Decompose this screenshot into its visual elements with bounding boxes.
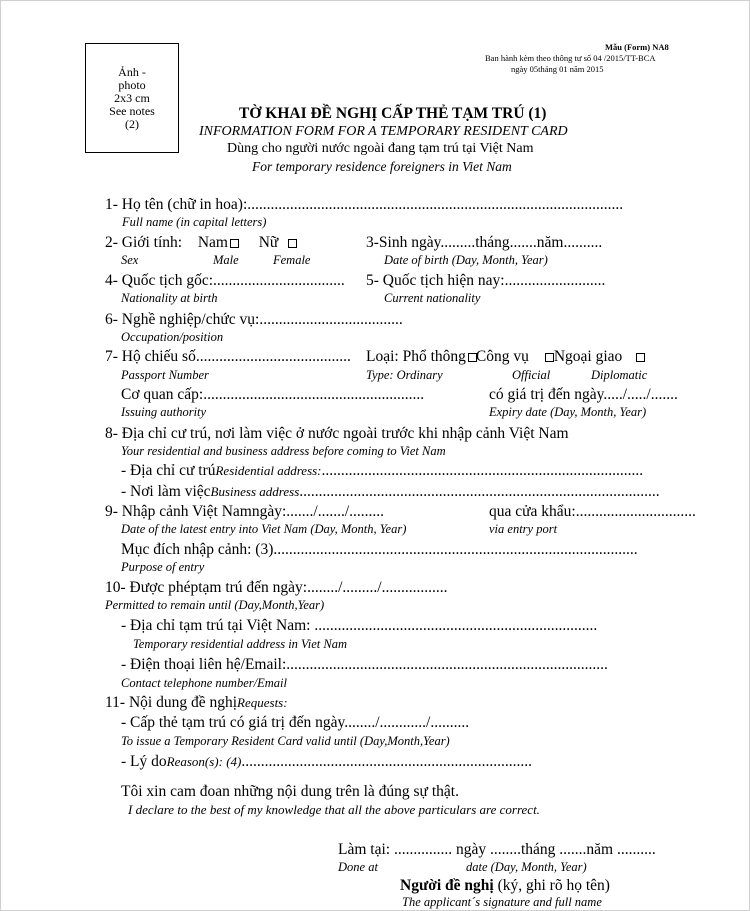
card-valid-until-en: To issue a Temporary Resident Card valid until (Day,Month,Year) — [121, 734, 450, 748]
field-foreign-address-en: Your residential and business address before coming to Viet Nam — [121, 444, 446, 458]
field-entry-port: qua cửa khẩu:............................... — [489, 503, 696, 520]
reasons-dots: ........................................................................... — [241, 753, 532, 770]
declaration-en: I declare to the best of my knowledge that all the above particulars are correct. — [128, 802, 540, 817]
business-address-vn: - Nơi làm việc — [121, 483, 211, 500]
field-card-valid-until: - Cấp thẻ tạm trú có giá trị đến ngày......../............/.......... — [121, 714, 470, 731]
applicant-rest: (ký, ghi rõ họ tên) — [493, 877, 610, 894]
reasons-vn: - Lý do — [121, 753, 167, 770]
passport-type-ordinary: Loại: Phổ thông — [366, 348, 466, 365]
field-foreign-address: 8- Địa chỉ cư trú, nơi làm việc ở nước ngoài trước khi nhập cảnh Việt Nam — [105, 425, 569, 442]
field-nationality-birth: 4- Quốc tịch gốc:.................................. — [105, 272, 345, 289]
sex-female-label: Nữ — [258, 234, 279, 251]
sex-male-label: Nam — [197, 234, 228, 251]
photo-line-1: Ảnh - — [118, 65, 146, 79]
field-date-of-birth: 3-Sinh ngày.........tháng.......năm.......... — [366, 234, 603, 251]
field-full-name-en: Full name (in capital letters) — [122, 215, 267, 229]
field-residential-address — [121, 462, 643, 480]
sex-en: Sex — [121, 253, 139, 267]
field-occupation-en: Occupation/position — [121, 330, 224, 344]
field-entry-date: 9- Nhập cảnh Việt Namngày:......./......./......... — [105, 503, 385, 520]
field-issuing-authority: Cơ quan cấp:......................................................... — [121, 386, 425, 403]
field-permitted-until: 10- Được phéptạm trú đến ngày:......../........./................. — [105, 579, 448, 596]
passport-official-en: Official — [512, 368, 551, 382]
applicant-signature-en: The applicant´s signature and full name — [402, 895, 602, 909]
photo-line-4: See notes — [109, 104, 155, 118]
title-en-sub: For temporary residence foreigners in Viet Nam — [252, 159, 512, 174]
passport-type — [366, 348, 645, 366]
reasons-en: Reason(s): (4) — [166, 754, 242, 769]
contact-phone-email-en: Contact telephone number/Email — [121, 676, 287, 690]
field-reasons — [121, 753, 532, 771]
passport-diplomatic-en: Diplomatic — [591, 368, 648, 382]
field-expiry-date: có giá trị đến ngày...../...../....... — [489, 386, 678, 403]
photo-box — [85, 43, 179, 153]
field-date-of-birth-en: Date of birth (Day, Month, Year) — [384, 253, 548, 267]
passport-type-official: Công vụ — [475, 348, 529, 365]
signature-place-date: Làm tại: ............... ngày ........tháng .......năm .......... — [338, 841, 656, 858]
expiry-date-en: Expiry date (Day, Month, Year) — [489, 405, 647, 419]
passport-official-checkbox[interactable] — [545, 353, 554, 362]
field-temporary-address: - Địa chỉ tạm trú tại Việt Nam: ......................................................................... — [121, 617, 598, 634]
passport-diplomatic-checkbox[interactable] — [636, 353, 645, 362]
field-passport-number: 7- Hộ chiếu số........................................ — [105, 348, 351, 365]
permitted-until-en: Permitted to remain until (Day,Month,Year) — [105, 598, 325, 612]
field-nationality-birth-en: Nationality at birth — [121, 291, 218, 305]
residential-address-vn: - Địa chỉ cư trú — [121, 462, 216, 479]
male-en: Male — [213, 253, 239, 267]
photo-line-5: (2) — [125, 117, 139, 131]
entry-port-en: via entry port — [489, 522, 558, 536]
business-address-en: Business address — [210, 484, 300, 499]
done-at-en: Done at — [338, 860, 378, 874]
passport-number-en: Passport Number — [121, 368, 209, 382]
requests-en: Requests: — [237, 695, 288, 710]
form-code: Mẫu (Form) NA8 — [605, 42, 669, 52]
field-business-address — [121, 483, 660, 501]
field-purpose-of-entry: Mục đích nhập cảnh: (3).............................................................................................. — [121, 541, 638, 558]
field-requests — [105, 694, 288, 712]
sex-female-checkbox[interactable] — [288, 239, 297, 248]
female-en: Female — [273, 253, 311, 267]
field-full-name: 1- Họ tên (chữ in hoa):................................................................................................. — [105, 196, 624, 213]
applicant-bold: Người đề nghị — [400, 877, 494, 894]
field-sex — [105, 234, 297, 252]
sex-male-checkbox[interactable] — [230, 239, 239, 248]
field-occupation: 6- Nghề nghiệp/chức vụ:..................................... — [105, 311, 403, 328]
photo-line-2: photo — [118, 78, 146, 92]
residential-address-dots: ................................................................................... — [321, 462, 644, 479]
entry-date-en: Date of the latest entry into Viet Nam (Day, Month, Year) — [121, 522, 407, 536]
title-vn: TỜ KHAI ĐỀ NGHỊ CẤP THẺ TẠM TRÚ (1) — [239, 105, 547, 122]
title-vn-sub: Dùng cho người nước ngoài đang tạm trú tại Việt Nam — [227, 141, 534, 156]
title-en: INFORMATION FORM FOR A TEMPORARY RESIDENT CARD — [199, 124, 568, 139]
requests-vn: 11- Nội dung đề nghị — [105, 694, 238, 711]
issued-date-line: ngày 05tháng 01 năm 2015 — [511, 64, 604, 74]
photo-line-3: 2x3 cm — [114, 91, 150, 105]
passport-type-en: Type: Ordinary — [366, 368, 443, 382]
issued-by-line: Ban hành kèm theo thông tư số 04 /2015/TT-BCA — [485, 53, 656, 63]
declaration-vn: Tôi xin cam đoan những nội dung trên là đúng sự thật. — [121, 783, 459, 800]
signature-date-en: date (Day, Month, Year) — [466, 860, 587, 874]
field-current-nationality: 5- Quốc tịch hiện nay:.......................... — [366, 272, 606, 289]
field-sex-label: 2- Giới tính: — [105, 234, 183, 251]
residential-address-en: Residential address: — [215, 463, 322, 478]
passport-type-diplomatic: Ngoại giao — [553, 348, 623, 365]
applicant-signature-label — [400, 877, 610, 895]
field-contact-phone-email: - Điện thoại liên hệ/Email:................................................................................... — [121, 656, 608, 673]
purpose-of-entry-en: Purpose of entry — [121, 560, 205, 574]
business-address-dots: ............................................................................................. — [299, 483, 660, 500]
issuing-authority-en: Issuing authority — [121, 405, 207, 419]
field-current-nationality-en: Current nationality — [384, 291, 481, 305]
temporary-address-en: Temporary residential address in Viet Nam — [133, 637, 348, 651]
